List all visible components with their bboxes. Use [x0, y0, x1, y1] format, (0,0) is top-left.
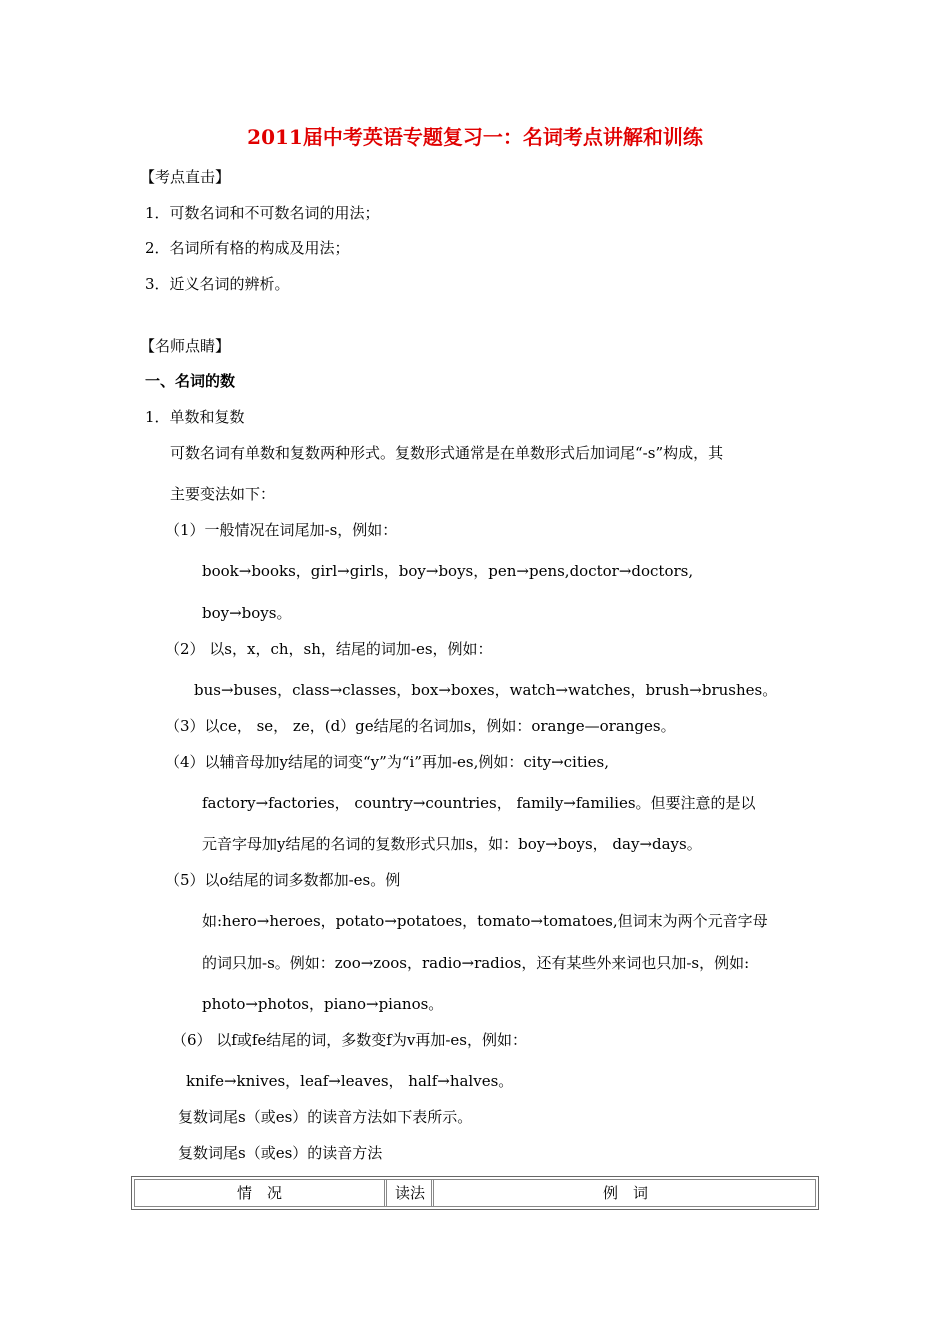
- paragraph-line: 可数名词有单数和复数两种形式。复数形式通常是在单数形式后加词尾“-s”构成，其: [170, 444, 724, 462]
- rule-6-example: knife→knives，leaf→leaves， half→halves。: [186, 1072, 514, 1090]
- rule-2-example: bus→buses，class→classes，box→boxes，watch→watches，brush→brushes。: [194, 681, 778, 699]
- rule-1: （1）一般情况在词尾加-s，例如：: [165, 521, 398, 539]
- table-header-situation: 情 况: [135, 1180, 387, 1206]
- rule-4-example: factory→factories， country→countries， family→families。但要注意的是以: [202, 794, 756, 812]
- pronunciation-note: 复数词尾s（或es）的读音方法如下表所示。: [178, 1108, 473, 1126]
- section-heading-mingshi: 【名师点睛】: [140, 337, 231, 355]
- pronunciation-table: [131, 1176, 819, 1210]
- heading-noun-number: 一、名词的数: [145, 372, 236, 390]
- subheading-singular-plural: 1．单数和复数: [145, 408, 245, 426]
- kaodian-item-1: 1．可数名词和不可数名词的用法；: [145, 204, 380, 222]
- rule-3: （3）以ce， se， ze，(d）ge结尾的名词加s，例如：orange—oranges。: [165, 717, 676, 735]
- paragraph-line: 主要变法如下：: [170, 485, 276, 503]
- kaodian-item-2: 2．名词所有格的构成及用法；: [145, 239, 350, 257]
- table-caption: 复数词尾s（或es）的读音方法: [178, 1144, 383, 1162]
- document-title: 2011届中考英语专题复习一：名词考点讲解和训练: [247, 125, 703, 149]
- rule-1-example: boy→boys。: [202, 604, 292, 622]
- rule-1-example: book→books，girl→girls，boy→boys，pen→pens,doctor→doctors,: [202, 562, 694, 580]
- rule-5-example: photo→photos，piano→pianos。: [202, 995, 444, 1013]
- rule-4-example: 元音字母加y结尾的名词的复数形式只加s，如：boy→boys， day→days。: [202, 835, 702, 853]
- section-heading-kaodian: 【考点直击】: [140, 168, 231, 186]
- kaodian-item-3: 3．近义名词的辨析。: [145, 275, 290, 293]
- rule-4: （4）以辅音母加y结尾的词变“y”为“i”再加-es,例如：city→cities,: [165, 753, 610, 771]
- rule-5: （5）以o结尾的词多数都加-es。例: [165, 871, 401, 889]
- table-header-examples: 例 词: [602, 1184, 648, 1202]
- rule-6: （6） 以f或fe结尾的词，多数变f为v再加-es，例如：: [172, 1031, 527, 1049]
- rule-5-example: 的词只加-s。例如：zoo→zoos，radio→radios，还有某些外来词也只加-s，例如:: [202, 954, 750, 972]
- table-header-pronunciation: 读法: [389, 1180, 434, 1206]
- rule-5-example: 如:hero→heroes，potato→potatoes，tomato→tomatoes,但词末为两个元音字母: [202, 912, 768, 930]
- rule-2: （2） 以s，x，ch，sh，结尾的词加-es，例如：: [165, 640, 493, 658]
